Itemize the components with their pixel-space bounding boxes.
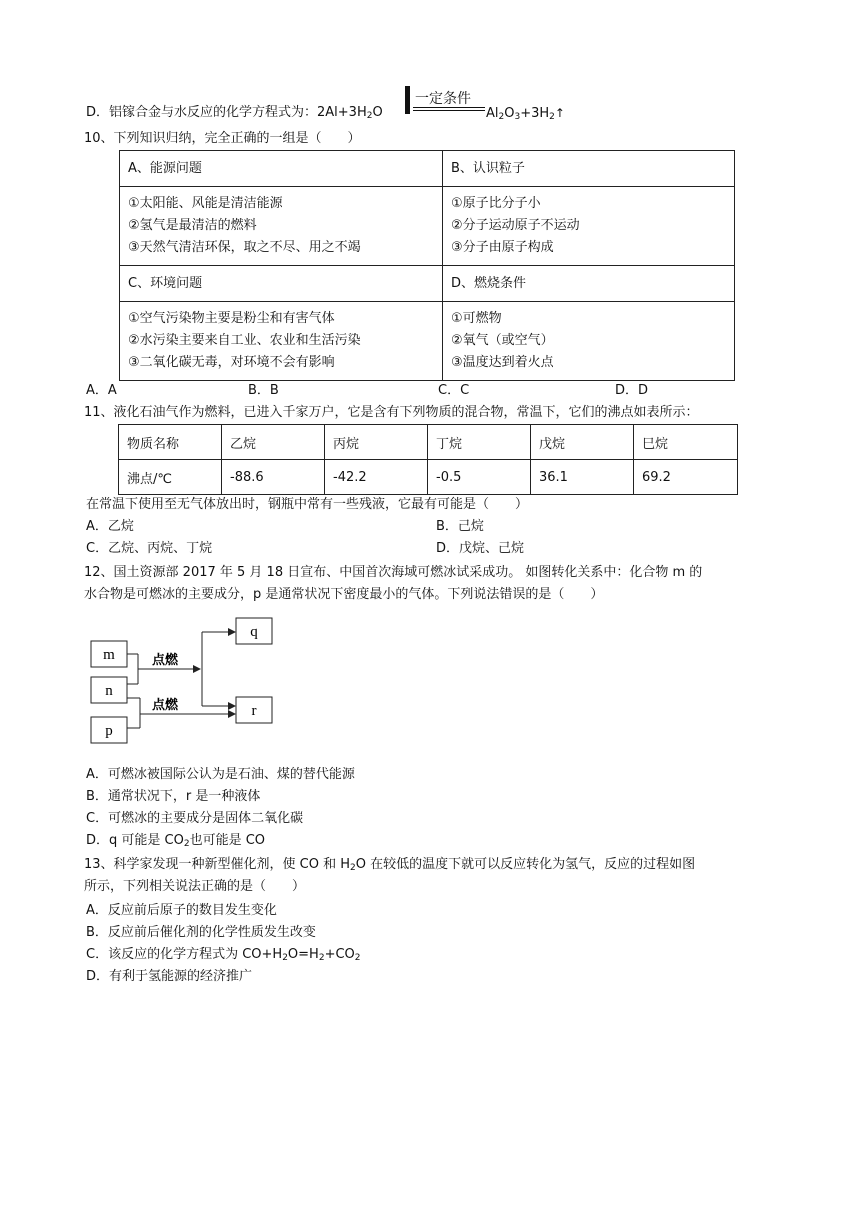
q13-c-c: +CO [324,947,355,962]
b-item: ①原子比分子小 [451,196,541,211]
q11-stem: 11、液化石油气作为燃料，已进入千家万户，它是含有下列物质的混合物，常温下，它们的沸点如表所示： [84,405,699,420]
c-item: ②水污染主要来自工业、农业和生活污染 [128,333,361,348]
q10-option-c: C．C [438,383,470,398]
q13-option-b: B．反应前后催化剂的化学性质发生改变 [86,925,316,940]
reaction-condition [405,86,485,114]
q10-option-d: D．D [615,383,649,398]
a-item: ①太阳能、风能是清洁能源 [128,196,283,211]
c-item: ①空气污染物主要是粉尘和有害气体 [128,311,335,326]
q11-option-a: A．乙烷 [86,519,134,534]
condition-text: 一定条件 [415,91,471,107]
cell-c-items [120,302,443,381]
q13-c-s2: 2 [318,953,325,963]
q13-c-s3: 2 [354,953,361,963]
d-item: ③温度达到着火点 [451,355,554,370]
label-r: r [251,703,257,719]
product-sub3: 2 [549,112,555,122]
q11-table [118,424,738,495]
cell-a-title: A、能源问题 [120,151,443,187]
cell-a-items [120,187,443,266]
conversion-diagram [90,612,290,747]
label-q: q [250,624,258,640]
data-cell: 沸点/℃ [119,460,222,495]
q13-stem-a: 13、科学家发现一种新型催化剂，使 CO 和 H [84,857,351,872]
q12-d-prefix: D．q 可能是 CO [86,833,184,848]
label-ignite-bottom: 点燃 [152,698,179,713]
product-sub1: 2 [498,112,505,122]
q11-option-b: B．己烷 [436,519,484,534]
q12-stem-line2: 水合物是可燃冰的主要成分，p 是通常状况下密度最小的气体。下列说法错误的是（ ） [84,587,604,602]
q11-question: 在常温下使用至无气体放出时，钢瓶中常有一些残液，它最有可能是（ ） [86,497,529,512]
q10-stem: 10、下列知识归纳，完全正确的一组是（ ） [84,131,361,146]
q13-c-a: C．该反应的化学方程式为 CO+H [86,947,283,962]
cell-c-title: C、环境问题 [120,266,443,302]
q9-product [486,103,565,127]
q13-option-d: D．有利于氢能源的经济推广 [86,969,253,984]
data-cell: -0.5 [428,460,531,495]
q13-stem-line2: 所示，下列相关说法正确的是（ ） [84,879,306,894]
header-cell: 物质名称 [119,425,222,460]
q12-option-a: A．可燃冰被国际公认为是石油、煤的替代能源 [86,767,355,782]
equal-line-bottom [413,110,485,111]
q12-option-b: B．通常状况下，r 是一种液体 [86,789,261,804]
q10-option-a: A．A [86,383,117,398]
q12-option-d [86,831,265,854]
data-cell: -88.6 [222,460,325,495]
q11-option-c: C．乙烷、丙烷、丁烷 [86,541,213,556]
q13-stem-b: O 在较低的温度下就可以反应转化为氢气，反应的过程如图 [355,857,696,872]
d-item: ①可燃物 [451,311,502,326]
q9-option-d [86,103,383,126]
q13-option-c [86,945,361,968]
header-cell: 巳烷 [634,425,738,460]
label-n: n [105,683,113,699]
q12-d-sub: 2 [183,839,190,849]
q12-stem-line1: 12、国土资源部 2017 年 5 月 18 日宣布、中国首次海域可燃冰试采成功。 如图转化关系中：化合物 m 的 [84,565,703,580]
q12-d-suffix: 也可能是 CO [189,833,266,848]
cell-b-items [443,187,735,266]
q9-d-o: O [372,105,383,120]
q13-c-b: O=H [287,947,319,962]
cell-d-items [443,302,735,381]
d-item: ②氧气（或空气） [451,333,554,348]
cell-b-title: B、认识粒子 [443,151,735,187]
product-sub2: 3 [514,112,521,122]
header-cell: 乙烷 [222,425,325,460]
equal-line-top [413,107,485,108]
q12-option-c: C．可燃冰的主要成分是固体二氧化碳 [86,811,304,826]
header-cell: 丙烷 [325,425,428,460]
b-item: ③分子由原子构成 [451,240,554,255]
data-cell: 36.1 [531,460,634,495]
b-item: ②分子运动原子不运动 [451,218,580,233]
q9-d-text: D．铝镓合金与水反应的化学方程式为：2Al+3H [86,105,367,120]
label-p: p [105,723,113,739]
q13-stem-sub: 2 [350,863,356,873]
q13-option-a: A．反应前后原子的数目发生变化 [86,903,277,918]
cell-d-title: D、燃烧条件 [443,266,735,302]
data-cell: 69.2 [634,460,738,495]
gas-arrow-icon: ↑ [554,106,565,120]
product-al: Al [486,106,499,121]
q11-option-d: D．戊烷、己烷 [436,541,525,556]
q13-c-s1: 2 [282,953,288,963]
q13-stem-line1 [84,855,695,878]
header-cell: 丁烷 [428,425,531,460]
q10-table [119,150,735,381]
header-cell: 戊烷 [531,425,634,460]
product-plus: +3H [520,106,550,121]
condition-bar [405,86,410,114]
c-item: ③二氧化碳无毒，对环境不会有影响 [128,355,335,370]
label-m: m [103,647,115,663]
data-cell: -42.2 [325,460,428,495]
a-item: ③天然气清洁环保，取之不尽、用之不竭 [128,240,361,255]
q10-option-b: B．B [248,383,279,398]
label-ignite-top: 点燃 [152,653,179,668]
q9-d-sub: 2 [366,111,373,121]
product-o: O [504,106,515,121]
a-item: ②氢气是最清洁的燃料 [128,218,257,233]
